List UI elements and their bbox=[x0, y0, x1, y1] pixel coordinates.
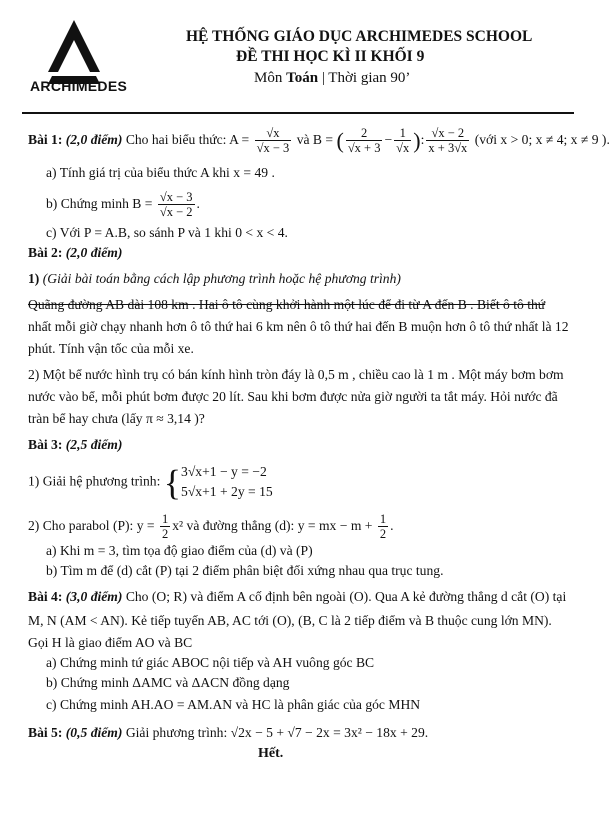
bai4-points: (3,0 điểm) bbox=[65, 589, 123, 604]
expr-b-result-num: √x − 3 bbox=[159, 190, 193, 204]
bai4-qa: a) Chứng minh tứ giác ABOC nội tiếp và AH vuông góc BC bbox=[46, 655, 375, 670]
bai4-label: Bài 4: bbox=[28, 589, 63, 604]
logo-text: ARCHIMEDES bbox=[30, 78, 128, 94]
bai1-intro-text: Cho hai biểu thức: A = bbox=[122, 132, 250, 147]
bai1-qa: a) Tính giá trị của biểu thức A khi x = 49 . bbox=[46, 165, 275, 180]
bai1-condition: (với x > 0; x ≠ 4; x ≠ 9 ). bbox=[474, 132, 610, 147]
bai4-qc: c) Chứng minh AH.AO = AM.AN và HC là phân giác của góc MHN bbox=[46, 697, 421, 712]
bai3-p1: 1) Giải hệ phương trình: { 3√x+1 − y = −2 5√x+1 + 2y = 15 bbox=[28, 462, 273, 503]
subject-label: Môn bbox=[254, 70, 283, 86]
end-text: Hết. bbox=[258, 746, 284, 761]
school-name: HỆ THỐNG GIÁO DỤC ARCHIMEDES SCHOOL bbox=[186, 28, 533, 45]
equation-2: 5√x+1 + 2y = 15 bbox=[181, 484, 273, 500]
bai2-heading bbox=[28, 244, 122, 262]
bai3-p2-mid: x² và đường thẳng (d): y = mx − m + bbox=[172, 518, 373, 533]
bai1-intro: Bài 1: (2,0 điểm) Cho hai biểu thức: A = $\frac{√x}{√x - 3}$ và B = ( $\frac{2}{√x + 3}$ − $\frac{1}{√x}$ ): $\frac{√x - 2}{x + 3√x}$ (với x > 0; x ≠ 4; x ≠ 9 ). bbox=[28, 126, 610, 156]
bai2-p2-line1: 2) Một bể nước hình trụ có bán kính hình tròn đáy là 0,5 m , chiều cao là 1 m . Một máy bơm bơm bbox=[28, 367, 564, 382]
expr-b-t1: $\frac{2}{√x + 3}$ bbox=[347, 126, 381, 156]
equation-1: 3√x+1 − y = −2 bbox=[181, 464, 267, 479]
bai3-heading bbox=[28, 436, 122, 454]
bai2-p1-heading bbox=[28, 270, 401, 288]
bai4-line1 bbox=[28, 588, 566, 606]
bai1-points: (2,0 điểm) bbox=[65, 132, 123, 147]
bai5-label: Bài 5: bbox=[28, 725, 63, 740]
bai2-label: Bài 2: bbox=[28, 245, 63, 260]
bai2-p1-line2: nhất mỗi giờ chạy nhanh hơn ô tô thứ hai 6 km nên ô tô thứ hai đến B muộn hơn ô tô thứ nhất là 12 bbox=[28, 319, 569, 334]
bai1-qb-text: b) Chứng minh B = bbox=[46, 196, 153, 211]
bai4-qb: b) Chứng minh ΔAMC và ΔACN đồng dạng bbox=[46, 675, 290, 690]
bai2-p1-line1: Quãng đường AB dài 108 km . Hai ô tô cùng khởi hành một lúc để đi từ A đến B . Biết ô tô thứ bbox=[28, 297, 546, 312]
bai3-qa: a) Khi m = 3, tìm tọa độ giao điểm của (d) và (P) bbox=[46, 543, 313, 558]
bai2-p2-line3: tràn bể hay chưa (lấy π ≈ 3,14 )? bbox=[28, 411, 205, 426]
bai2-p1-line3: phút. Tính vận tốc của mỗi xe. bbox=[28, 341, 194, 356]
expr-a-den: √x − 3 bbox=[256, 141, 290, 156]
bai2-points: (2,0 điểm) bbox=[65, 245, 123, 260]
bai4-line3: Gọi H là giao điểm AO và BC bbox=[28, 635, 193, 650]
header-divider bbox=[22, 112, 574, 114]
bai4-line1-text: Cho (O; R) và điểm A cố định bên ngoài (O). Qua A kẻ đường thẳng d cắt (O) tại bbox=[122, 589, 567, 604]
bai3-p1-text: 1) Giải hệ phương trình: bbox=[28, 473, 161, 489]
expr-b-result-den: √x − 2 bbox=[159, 205, 193, 220]
bai2-p1-note: (Giải bài toán bằng cách lập phương trình hoặc hệ phương trình) bbox=[39, 271, 401, 286]
bai2-p2-line2: nước vào bể, mỗi phút bơm được 20 lít. Sau khi bơm được nửa giờ người ta tắt máy. Hỏi nước đã bbox=[28, 389, 558, 404]
bai4-line2: M, N (AM < AN). Kẻ tiếp tuyến AB, AC tới (O), (B, C là 2 tiếp điểm và B thuộc cung lớn MN). bbox=[28, 613, 552, 628]
expr-b-t3: $\frac{√x - 2}{x + 3√x}$ bbox=[428, 126, 468, 156]
bai3-p2: 2) Cho parabol (P): y = $\frac{1}{2}$ x² và đường thẳng (d): y = mx − m + $\frac{1}{2}$ . bbox=[28, 512, 394, 542]
bai2-p1-label: 1) bbox=[28, 271, 40, 286]
bai3-qb: b) Tìm m để (d) cắt (P) tại 2 điểm phân biệt đối xứng nhau qua trục tung. bbox=[46, 563, 444, 578]
equation-system bbox=[181, 462, 273, 503]
bai5-text: Giải phương trình: √2x − 5 + √7 − 2x = 3x² − 18x + 29. bbox=[122, 725, 429, 740]
expr-a-num: √x bbox=[255, 126, 292, 141]
bai1-qb: b) Chứng minh B = $\frac{√x - 3}{√x - 2}$ . bbox=[46, 190, 200, 220]
expr-b-result bbox=[158, 190, 195, 220]
exam-header bbox=[0, 0, 592, 120]
frac-half-1 bbox=[160, 512, 170, 542]
bai1-qc: c) Với P = A.B, so sánh P và 1 khi 0 < x < 4. bbox=[46, 225, 288, 240]
bai3-p2-start: 2) Cho parabol (P): y = bbox=[28, 518, 155, 533]
half-num: 1 bbox=[162, 512, 169, 526]
bai3-label: Bài 3: bbox=[28, 437, 63, 452]
bai3-points: (2,5 điểm) bbox=[65, 437, 123, 452]
expr-a bbox=[255, 126, 292, 156]
bai5-points: (0,5 điểm) bbox=[65, 725, 123, 740]
exam-title: ĐỀ THI HỌC KÌ II KHỐI 9 bbox=[236, 48, 425, 65]
bai1-and: và B = bbox=[296, 132, 334, 147]
expr-b-t2: $\frac{1}{√x}$ bbox=[396, 126, 410, 156]
half-den: 2 bbox=[162, 527, 169, 542]
subject-line bbox=[254, 70, 410, 87]
frac-half-2: $\frac{1}{2}$ bbox=[379, 512, 387, 542]
exam-time: | Thời gian 90’ bbox=[318, 70, 411, 86]
subject-name: Toán bbox=[286, 70, 319, 86]
bai5-line bbox=[28, 724, 428, 742]
bai1-label: Bài 1: bbox=[28, 132, 63, 147]
